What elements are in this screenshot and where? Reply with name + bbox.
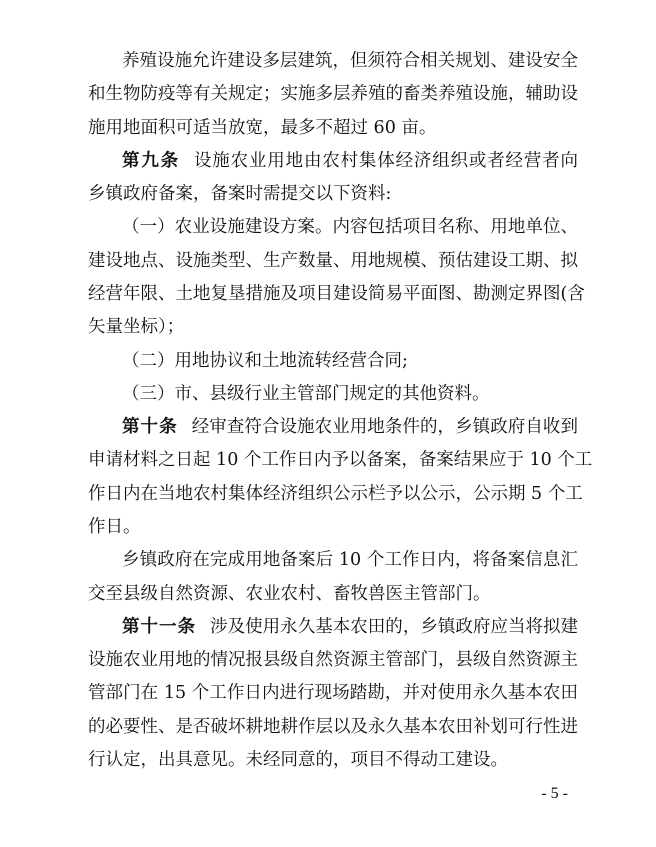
- page-number: - 5 -: [541, 785, 568, 802]
- line-text: 养殖设施允许建设多层建筑，但须符合相关规划、建设安全: [122, 51, 578, 71]
- text-line: [88, 676, 578, 710]
- line-text: 的必要性、是否破坏耕地耕作层以及永久基本农田补划可行性进: [88, 716, 578, 737]
- text-line: [122, 543, 578, 577]
- list-item-2: [122, 344, 578, 378]
- line-text: 施用地面积可适当放宽，最多不超过 60 亩。: [88, 117, 437, 138]
- line-text: 建设地点、设施类型、生产数量、用地规模、预估建设工期、拟: [88, 250, 578, 271]
- text-line: [88, 244, 578, 278]
- line-text: 作日。: [88, 517, 141, 537]
- text-line: [88, 277, 585, 311]
- article-9-heading-line: [122, 144, 578, 178]
- line-text: 作日内在当地农村集体经济组织公示栏予以公示，公示期 5 个工: [88, 483, 583, 504]
- text-line: [88, 177, 578, 211]
- text-line: [88, 77, 578, 111]
- article-heading: 第九条: [122, 150, 180, 171]
- text-line: [88, 743, 578, 777]
- line-text: 涉及使用永久基本农田的，乡镇政府应当将拟建: [210, 616, 579, 637]
- line-text: 设施农业用地的情况报县级自然资源主管部门，县级自然资源主: [88, 650, 578, 671]
- line-text: （三）市、县级行业主管部门规定的其他资料。: [122, 383, 490, 404]
- text-line: [88, 643, 578, 677]
- text-line: [88, 510, 578, 544]
- line-text: 行认定，出具意见。未经同意的，项目不得动工建设。: [88, 750, 508, 770]
- text-line: [88, 443, 593, 477]
- text-line: [88, 710, 578, 744]
- article-10-heading-line: [122, 410, 578, 444]
- text-line: [88, 310, 578, 344]
- text-line: [88, 111, 578, 145]
- line-text: （一）农业设施建设方案。内容包括项目名称、用地单位、: [122, 217, 578, 238]
- list-item-3: [122, 377, 578, 411]
- line-text: 经审查符合设施农业用地条件的，乡镇政府自收到: [191, 417, 578, 438]
- line-text: （二）用地协议和土地流转经营合同;: [122, 350, 408, 371]
- article-11-heading-line: [122, 610, 578, 644]
- line-text: 乡镇政府在完成用地备案后 10 个工作日内，将备案信息汇: [122, 550, 578, 571]
- article-heading: 第十条: [122, 417, 178, 438]
- line-text: 经营年限、土地复垦措施及项目建设简易平面图、勘测定界图(含: [88, 284, 585, 304]
- text-line: [88, 577, 578, 611]
- list-item-1: [122, 210, 578, 244]
- line-text: 交至县级自然资源、农业农村、畜牧兽医主管部门。: [88, 583, 491, 604]
- text-line: [122, 44, 578, 78]
- line-text: 管部门在 15 个工作日内进行现场踏勘，并对使用永久基本农田: [88, 683, 578, 704]
- line-text: 设施农业用地由农村集体经济组织或者经营者向: [193, 150, 579, 171]
- line-text: 矢量坐标）；: [88, 317, 185, 338]
- line-text: 和生物防疫等有关规定；实施多层养殖的畜类养殖设施，辅助设: [88, 84, 578, 105]
- line-text: 乡镇政府备案，备案时需提交以下资料:: [88, 184, 392, 205]
- article-heading: 第十一条: [122, 616, 197, 637]
- line-text: 申请材料之日起 10 个工作日内予以备案，备案结果应于 10 个工: [88, 450, 593, 471]
- text-line: [88, 477, 583, 511]
